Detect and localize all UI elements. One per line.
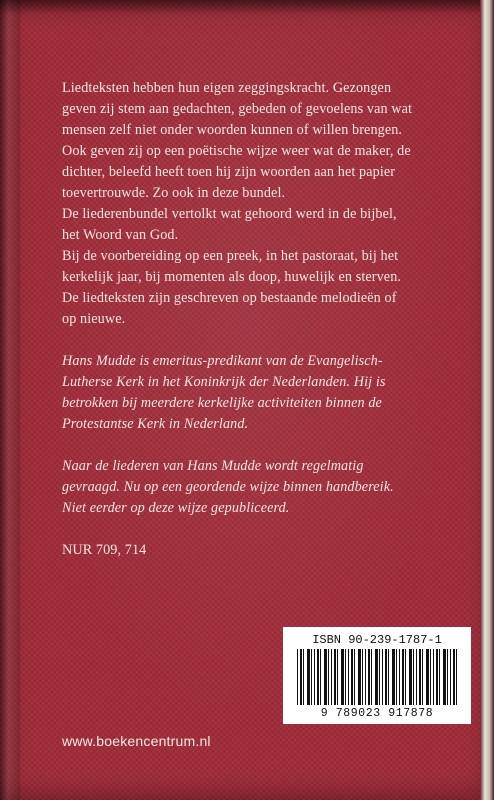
paragraph-gap	[62, 435, 444, 456]
intro-line: het Woord van God.	[62, 227, 179, 243]
intro-line: dichter, beleefd heeft toen hij zijn woorden aan het papier	[62, 164, 396, 180]
author-bio-line: betrokken bij meerdere kerkelijke activiteiten binnen de	[62, 395, 382, 411]
intro-line: Bij de voorbereiding op een preek, in het pastoraat, bij het	[62, 248, 399, 264]
intro-line: De liederenbundel vertolkt wat gehoord werd in de bijbel,	[62, 206, 397, 222]
publication-note	[62, 456, 444, 519]
barcode-digits: 9 789023 917878	[320, 707, 434, 720]
author-bio-line: Lutherse Kerk in het Koninkrijk der Nederlanden. Hij is	[62, 374, 386, 390]
spine-hinge	[0, 0, 20, 800]
paragraph-gap	[62, 330, 444, 351]
paragraph-gap	[62, 519, 444, 540]
intro-line: kerkelijk jaar, bij momenten als doop, huwelijk en sterven.	[62, 269, 402, 285]
note-line: gevraagd. Nu op een geordende wijze binnen handbereik.	[62, 479, 394, 495]
publisher-website: www.boekencentrum.nl	[62, 733, 211, 749]
intro-line: mensen zelf niet onder woorden kunnen of willen brengen.	[62, 122, 403, 138]
nur-code: NUR 709, 714	[62, 542, 147, 558]
author-bio	[62, 351, 444, 435]
intro-paragraph	[62, 78, 444, 330]
page-edge	[480, 0, 494, 800]
intro-line: toevertrouwde. Zo ook in deze bundel.	[62, 185, 286, 201]
author-bio-line: Hans Mudde is emeritus-predikant van de Evangelisch-	[62, 353, 383, 369]
intro-line: geven zij stem aan gedachten, gebeden of gevoelens van wat	[62, 101, 413, 117]
barcode-bars	[297, 649, 457, 705]
barcode-label	[283, 627, 471, 724]
note-line: Niet eerder op deze wijze gepubliceerd.	[62, 500, 290, 516]
isbn-number: ISBN 90-239-1787-1	[312, 633, 442, 647]
intro-line: Ook geven zij op een poëtische wijze weer wat de maker, de	[62, 143, 411, 159]
intro-line: Liedteksten hebben hun eigen zeggingskracht. Gezongen	[62, 80, 392, 96]
intro-line: De liedteksten zijn geschreven op bestaande melodieën of	[62, 290, 397, 306]
note-line: Naar de liederen van Hans Mudde wordt regelmatig	[62, 458, 364, 474]
author-bio-line: Protestantse Kerk in Nederland.	[62, 416, 249, 432]
intro-line: op nieuwe.	[62, 311, 126, 327]
blurb-text	[62, 78, 444, 561]
top-edge	[0, 0, 494, 14]
